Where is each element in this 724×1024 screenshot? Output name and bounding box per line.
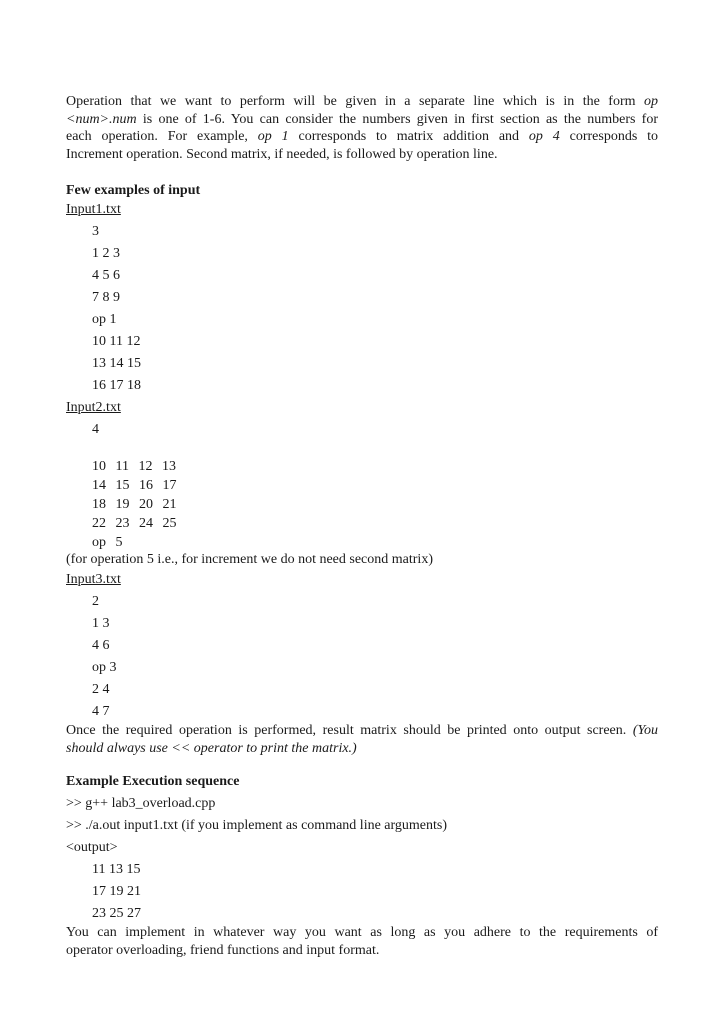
- input1-line: 7 8 9: [92, 290, 120, 305]
- input1-line: 10 11 12: [92, 334, 141, 349]
- exec-output-line: 11 13 15: [92, 862, 141, 877]
- result-italic: (You: [632, 723, 658, 738]
- exec-output-line: 23 25 27: [92, 906, 141, 921]
- input3-line: 4 6: [92, 638, 110, 653]
- input2-line: 4: [92, 422, 99, 437]
- exec-cmd-run: >> ./a.out input1.txt (if you implement as command line arguments): [66, 818, 448, 833]
- input1-line: 13 14 15: [92, 356, 141, 371]
- intro-italic-op1: op 1: [257, 129, 289, 144]
- input1-filename: Input1.txt: [66, 202, 121, 217]
- intro-text: corresponds to matrix addition and: [288, 129, 529, 144]
- exec-cmd-compile: >> g++ lab3_overload.cpp: [66, 796, 216, 811]
- input3-line: 1 3: [92, 616, 110, 631]
- input2-line: 18 19 20 21: [92, 497, 177, 512]
- input2-line: 10 11 12 13: [92, 459, 176, 474]
- input3-line: op 3: [92, 660, 117, 675]
- intro-text: is one of 1-6. You can consider the numbers given in first section as the numbers for: [136, 112, 658, 127]
- input3-line: 2: [92, 594, 99, 609]
- intro-text: each operation. For example,: [66, 129, 258, 144]
- intro-italic-op4: op 4: [528, 129, 560, 144]
- result-text: Once the required operation is performed, result matrix should be printed onto output screen.: [66, 723, 633, 738]
- input1-line: 1 2 3: [92, 246, 120, 261]
- input3-line: 2 4: [92, 682, 110, 697]
- intro-italic-op: op: [644, 94, 658, 109]
- input3-filename: Input3.txt: [66, 572, 121, 587]
- intro-italic-num: <num>.num: [66, 112, 137, 127]
- intro-line-4: Increment operation. Second matrix, if needed, is followed by operation line.: [66, 147, 498, 162]
- intro-line-1: [66, 93, 658, 111]
- input2-note: (for operation 5 i.e., for increment we do not need second matrix): [66, 552, 433, 567]
- examples-heading: Few examples of input: [66, 183, 201, 198]
- input1-line: op 1: [92, 312, 117, 327]
- input1-line: 3: [92, 224, 99, 239]
- closing-line-1: You can implement in whatever way you want as long as you adhere to the requirements of: [66, 925, 658, 940]
- result-line-1: [66, 722, 658, 740]
- input2-line: op 5: [92, 535, 123, 550]
- input2-line: 22 23 24 25: [92, 516, 177, 531]
- intro-text: Operation that we want to perform will be given in a separate line which is in the form: [66, 94, 644, 109]
- input2-filename: Input2.txt: [66, 400, 121, 415]
- intro-text: corresponds to: [559, 129, 659, 144]
- exec-output-tag: <output>: [66, 840, 118, 855]
- input1-line: 16 17 18: [92, 378, 141, 393]
- intro-line-2: [66, 111, 658, 129]
- exec-output-line: 17 19 21: [92, 884, 141, 899]
- input1-line: 4 5 6: [92, 268, 120, 283]
- result-line-2: should always use << operator to print the matrix.): [66, 741, 357, 756]
- intro-line-3: [66, 128, 658, 146]
- input3-line: 4 7: [92, 704, 110, 719]
- input2-line: 14 15 16 17: [92, 478, 177, 493]
- exec-heading: Example Execution sequence: [66, 774, 240, 789]
- closing-line-2: operator overloading, friend functions and input format.: [66, 943, 380, 958]
